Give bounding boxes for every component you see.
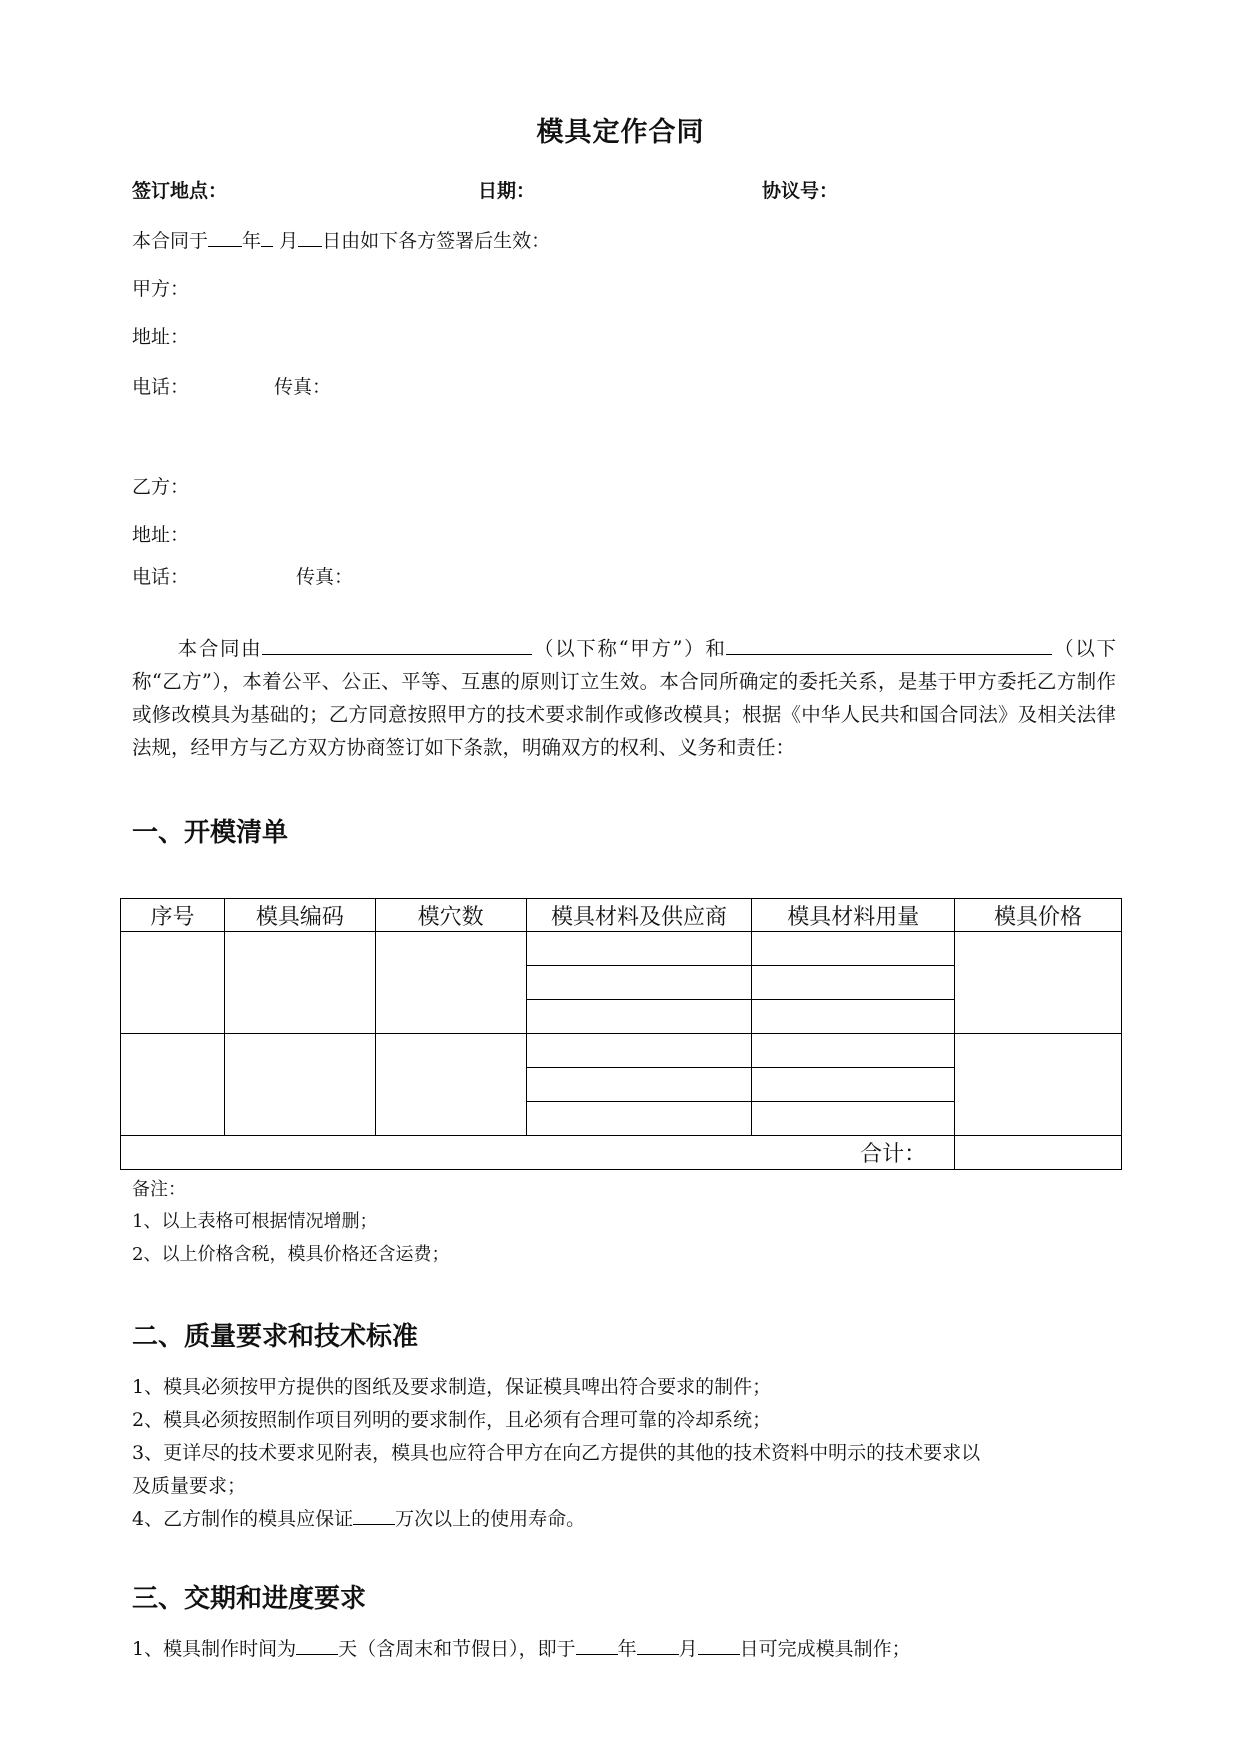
preamble-mid: （以下称“甲方”）和 (532, 637, 727, 660)
month-blank (637, 1635, 679, 1655)
agreement-number-label: 协议号： (762, 180, 839, 202)
party-b-address-label: 地址： (132, 524, 190, 546)
party-a-name-blank (262, 634, 532, 655)
section-2-heading: 二、质量要求和技术标准 (132, 1322, 419, 1352)
table-cell (526, 1102, 752, 1136)
quality-item-continued: 及质量要求； (132, 1475, 247, 1497)
lifetime-blank (353, 1505, 395, 1525)
party-b-fax-label: 传真： (296, 566, 354, 588)
quality-item: 3、更详尽的技术要求见附表，模具也应符合甲方在向乙方提供的其他的技术资料中明示的技术要求以 (132, 1442, 981, 1464)
table-cell (375, 932, 526, 1034)
table-total-row (121, 1136, 1122, 1170)
col-header: 模具材料用量 (752, 899, 955, 932)
date-label: 日期： (478, 180, 536, 202)
table-cell (752, 1102, 955, 1136)
party-a-address-label: 地址： (132, 326, 190, 348)
days-text: 天（含周末和节假日），即于 (338, 1638, 576, 1660)
quality-item (132, 1504, 585, 1531)
table-cell (121, 932, 225, 1034)
table-cell (752, 1068, 955, 1102)
table-row (121, 932, 1122, 966)
mold-list-table (120, 898, 1122, 1170)
col-header: 模穴数 (375, 899, 526, 932)
table-row (121, 1034, 1122, 1068)
table-cell (526, 1000, 752, 1034)
table-cell (526, 966, 752, 1000)
year-text: 年 (617, 1638, 637, 1660)
preamble-paragraph (132, 632, 1116, 764)
lifetime-suffix: 万次以上的使用寿命。 (395, 1508, 586, 1530)
col-header: 序号 (121, 899, 225, 932)
year-text: 年 (242, 230, 262, 252)
year-blank (208, 227, 242, 247)
lifetime-prefix: 4、乙方制作的模具应保证 (132, 1508, 354, 1530)
party-a-label: 甲方： (132, 278, 190, 300)
table-cell (224, 1034, 375, 1136)
table-cell (955, 932, 1122, 1034)
day-blank (698, 1635, 740, 1655)
notes-label: 备注： (132, 1179, 186, 1200)
party-a-phone-label: 电话： (132, 376, 190, 398)
party-b-label: 乙方： (132, 476, 190, 498)
year-blank (576, 1635, 618, 1655)
table-cell (752, 1034, 955, 1068)
month-text: 月 (279, 230, 299, 252)
table-cell (752, 966, 955, 1000)
col-header: 模具材料及供应商 (526, 899, 752, 932)
col-header: 模具价格 (955, 899, 1122, 932)
quality-item: 1、模具必须按甲方提供的图纸及要求制造，保证模具啤出符合要求的制件； (132, 1376, 772, 1398)
table-cell (752, 932, 955, 966)
month-blank (261, 227, 273, 247)
delivery-prefix: 1、模具制作时间为 (132, 1638, 297, 1660)
section-1-heading: 一、开模清单 (132, 818, 289, 848)
table-header-row (121, 899, 1122, 932)
day-blank (298, 227, 322, 247)
party-b-name-blank (726, 634, 1052, 655)
effective-date-line (132, 226, 550, 253)
table-cell (526, 1068, 752, 1102)
quality-item: 2、模具必须按照制作项目列明的要求制作，且必须有合理可靠的冷却系统； (132, 1409, 772, 1431)
preamble-start: 本合同由 (176, 637, 263, 660)
col-header: 模具编码 (224, 899, 375, 932)
delivery-suffix: 日可完成模具制作； (739, 1638, 911, 1660)
table-cell (224, 932, 375, 1034)
table-cell (526, 932, 752, 966)
document-title: 模具定作合同 (536, 117, 705, 148)
table-cell (955, 1034, 1122, 1136)
section-3-heading: 三、交期和进度要求 (132, 1584, 367, 1614)
delivery-item (132, 1634, 911, 1661)
table-cell (752, 1000, 955, 1034)
effective-date-suffix: 日由如下各方签署后生效： (322, 230, 551, 252)
table-cell (121, 1034, 225, 1136)
month-text: 月 (678, 1638, 698, 1660)
party-b-phone-label: 电话： (132, 566, 190, 588)
sign-place-label: 签订地点： (132, 180, 228, 202)
note-item: 2、以上价格含税，模具价格还含运费； (132, 1244, 450, 1265)
effective-date-prefix: 本合同于 (132, 230, 209, 252)
note-item: 1、以上表格可根据情况增删； (132, 1211, 378, 1232)
table-cell (375, 1034, 526, 1136)
total-label: 合计： (121, 1136, 955, 1170)
days-blank (296, 1635, 338, 1655)
preamble-rest: （以下称“乙方”），本着公平、公正、平等、互惠的原则订立生效。本合同所确定的委托关系，是基于甲方委托乙方制作或修改模具为基础的；乙方同意按照甲方的技术要求制作或修改模具；根据《中华人民共和国合同法》及相关法律法规，经甲方与乙方双方协商签订如下条款，明确双方的权利、义务和责任： (132, 637, 1116, 759)
party-a-fax-label: 传真： (274, 376, 332, 398)
total-value-cell (955, 1136, 1122, 1170)
table-cell (526, 1034, 752, 1068)
